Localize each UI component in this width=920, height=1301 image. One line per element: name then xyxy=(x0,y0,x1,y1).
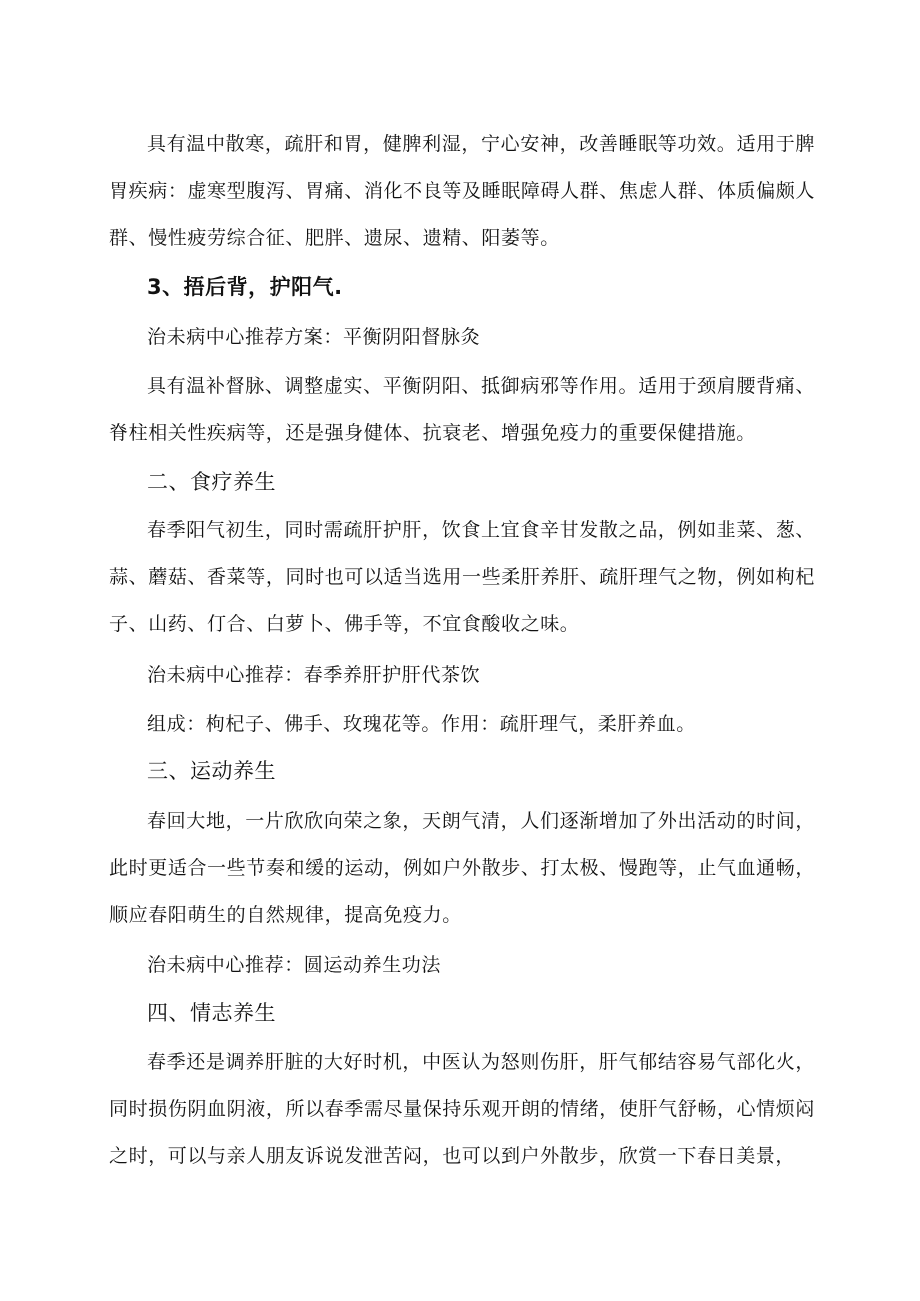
paragraph-recommend-tea: 治未病中心推荐：春季养肝护肝代茶饮 xyxy=(147,664,481,686)
paragraph-diet: 春季阳气初生，同时需疏肝护肝，饮食上宜食辛甘发散之品，例如韭菜、葱、蒜、蘑菇、香菜等，同时也可以适当选用一些柔肝养肝、疏肝理气之物，例如枸杞子、山药、仃合、白萝卜、佛手等，不宜食酸收之味。 xyxy=(109,519,815,635)
paragraph-efficacy: 具有温中散寒，疏肝和胃，健脾利湿，宁心安神，改善睡眠等功效。适用于脾胃疾病：虚寒型腹泻、胃痛、消化不良等及睡眠障碍人群、焦虑人群、体质偏颇人群、慢性疲劳综合征、肥胖、遗尿、遗精、阳萎等。 xyxy=(109,133,815,249)
paragraph-recommend-moxibustion: 治未病中心推荐方案：平衡阴阳督脉灸 xyxy=(147,326,481,348)
paragraph-recommend-exercise: 治未病中心推荐：圆运动养生功法 xyxy=(147,954,442,976)
section-heading-four: 四、情志养生 xyxy=(147,1001,276,1025)
paragraph-moxibustion-efficacy: 具有温补督脉、调整虚实、平衡阴阳、抵御病邪等作用。适用于颈肩腰背痛、脊柱相关性疾病等，还是强身健体、抗衰老、增强免疫力的重要保健措施。 xyxy=(109,375,815,444)
paragraph-exercise: 春回大地，一片欣欣向荣之象，天朗气清，人们逐渐增加了外出活动的时间，此时更适合一些节奏和缓的运动，例如户外散步、打太极、慢跑等，止气血通畅，顺应春阳萌生的自然规律，提高免疫力。 xyxy=(109,810,815,926)
section-heading-3: 3、捂后背，护阳气. xyxy=(147,275,343,299)
section-heading-two: 二、食疗养生 xyxy=(147,470,276,494)
paragraph-tea-composition: 组成：枸杞子、佛手、玫瑰花等。作用：疏肝理气，柔肝养血。 xyxy=(147,713,696,735)
section-heading-three: 三、运动养生 xyxy=(147,759,276,783)
paragraph-emotion: 春季还是调养肝脏的大好时机，中医认为怒则伤肝，肝气郁结容易气部化火，同时损伤阴血阴液，所以春季需尽量保持乐观开朗的情绪，使肝气舒畅，心情烦闷之时，可以与亲人朋友诉说发泄苦闷，也可以到户外散步，欣赏一下春日美景， xyxy=(109,1051,815,1167)
